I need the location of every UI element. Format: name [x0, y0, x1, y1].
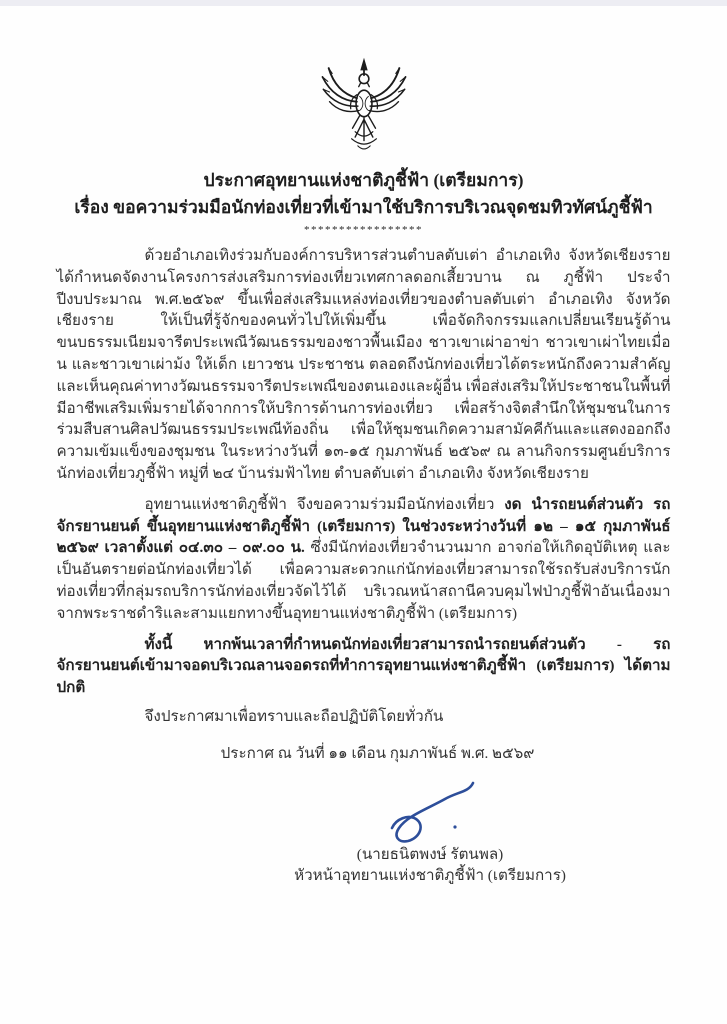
closing-statement: จึงประกาศมาเพื่อทราบและถือปฏิบัติโดยทั่วกัน: [144, 707, 444, 725]
exception-text: ทั้งนี้ หากพ้นเวลาที่กำหนดนักท่องเที่ยวสามารถนำรถยนต์ส่วนตัว - รถจักรยานยนต์เข้ามาจอดบริเวณลานจอดรถที่ทำการอุทยานแห่งชาติภูชี้ฟ้า (เตรียมการ) ได้ตามปกติ: [56, 635, 671, 697]
signature-block: [275, 780, 585, 886]
paragraph-background: [57, 245, 671, 485]
request-bold-text: งด นำรถยนต์ส่วนตัว รถจักรยานยนต์ ขึ้นอุทยานแห่งชาติภูชี้ฟ้า (เตรียมการ) ในช่วงระหว่างวันที่ ๑๒ – ๑๕ กุมภาพันธ์ ๒๕๖๙ เวลาตั้งแต่ ๐๔.๓๐ – ๐๙.๐๐ น.: [56, 495, 671, 557]
announcement-subject: เรื่อง ขอความร่วมมือนักท่องเที่ยวที่เข้ามาใช้บริการบริเวณจุดชมทิวทัศน์ภูชี้ฟ้า: [74, 197, 653, 217]
request-intro-text: อุทยานแห่งชาติภูชี้ฟ้า จึงขอความร่วมมือนักท่องเที่ยว: [144, 495, 505, 513]
paragraph-exception: [57, 634, 671, 699]
request-detail-text: ซึ่งมีนักท่องเที่ยวจำนวนมาก อาจก่อให้เกิดอุบัติเหตุ และเป็นอันตรายต่อนักท่องเที่ยวได้ เพื่อความสะดวกแก่นักท่องเที่ยวสามารถใช้รถรับส่งบริการนักท่องเที่ยวที่กลุ่มรถบริการนักท่องเที่ยวจัดไว้ได้ บริเวณหน้าสถานีควบคุมไฟป่าภูชี้ฟ้าอันเนื่องมาจากพระราชดำริและสามแยกทางขึ้นอุทยานแห่งชาติภูชี้ฟ้า (เตรียมการ): [56, 539, 671, 622]
announcement-date: ประกาศ ณ วันที่ ๑๑ เดือน กุมภาพันธ์ พ.ศ. ๒๕๖๙: [220, 744, 535, 762]
announcement-title: ประกาศอุทยานแห่งชาติภูชี้ฟ้า (เตรียมการ): [203, 170, 524, 190]
signer-name: (นายธนิตพงษ์ รัตนพล): [356, 845, 504, 863]
garuda-emblem-icon: [309, 56, 419, 163]
document-body: [57, 245, 671, 765]
announcement-document: [0, 6, 727, 1024]
paragraph-background-text: ด้วยอำเภอเทิงร่วมกับองค์การบริหารส่วนตำบลตับเต่า อำเภอเทิง จังหวัดเชียงราย ได้กำหนดจัดงานโครงการส่งเสริมการท่องเที่ยวเทศกาลดอกเสี้ยวบาน ณ ภูชี้ฟ้า ประจำปีงบประมาณ พ.ศ.๒๕๖๙ ขึ้นเพื่อส่งเสริมแหล่งท่องเที่ยวของตำบลตับเต่า อำเภอเทิง จังหวัดเชียงราย ให้เป็นที่รู้จักของคนทั่วไปให้เพิ่มขึ้น เพื่อจัดกิจกรรมแลกเปลี่ยนเรียนรู้ด้านขนบธรรมเนียมจารีตประเพณีวัฒนธรรมของชาวพื้นเมือง ชาวเขาเผ่าอาข่า ชาวเขาเผ่าไทยเมื่อน และชาวเขาเผ่าม้ง ให้เด็ก เยาวชน ประชาชน ตลอดถึงนักท่องเที่ยวได้ตระหนักถึงความสำคัญและเห็นคุณค่าทางวัฒนธรรมจารีตประเพณีของตนเองและผู้อื่น เพื่อส่งเสริมให้ประชาชนในพื้นที่มีอาชีพเสริมเพิ่มรายได้จากการให้บริการด้านการท่องเที่ยว เพื่อสร้างจิตสำนึกให้ชุมชนในการร่วมสืบสานศิลปวัฒนธรรมประเพณีท้องถิ่น เพื่อให้ชุมชนเกิดความสามัคคีกันและแสดงออกถึงความเข้มแข็งของชุมชน ในระหว่างวันที่ ๑๓-๑๕ กุมภาพันธ์ ๒๕๖๙ ณ ลานกิจกรรมศูนย์บริการนักท่องเที่ยวภูชี้ฟ้า หมู่ที่ ๒๔ บ้านร่มฟ้าไทย ตำบลตับเต่า อำเภอเทิง จังหวัดเชียงราย: [56, 247, 671, 482]
signer-title: หัวหน้าอุทยานแห่งชาติภูชี้ฟ้า (เตรียมการ): [294, 866, 566, 884]
paragraph-request: [57, 494, 671, 625]
asterisk-divider: *****************: [304, 224, 423, 236]
handwritten-signature-icon: [355, 780, 505, 844]
